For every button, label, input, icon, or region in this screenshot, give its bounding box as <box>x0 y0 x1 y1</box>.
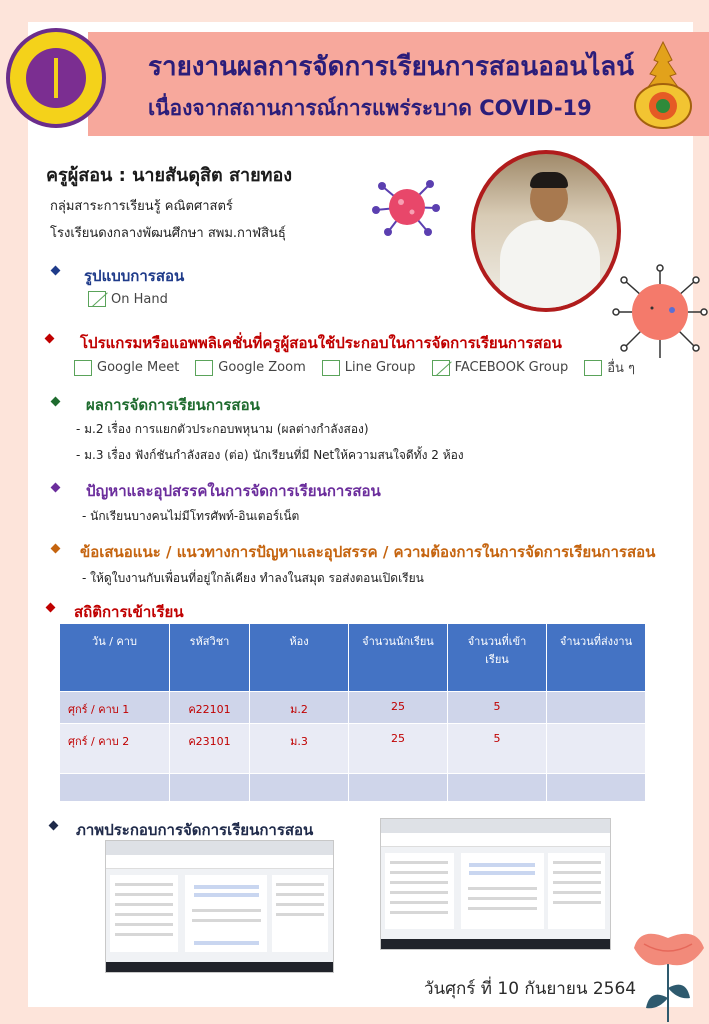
checkbox-facebook-group[interactable] <box>432 360 450 376</box>
flower-icon <box>628 918 708 1024</box>
checkbox-other[interactable] <box>584 360 602 376</box>
table-header-cell: จำนวนนักเรียน <box>349 624 448 692</box>
facebook-group-screenshot <box>380 818 611 950</box>
table-row <box>60 774 646 802</box>
table-cell: ค23101 <box>170 724 250 774</box>
table-header-cell: วัน / คาบ <box>60 624 170 692</box>
attendance-table <box>59 623 646 802</box>
teacher-photo <box>471 150 621 312</box>
virus-icon <box>612 264 708 360</box>
option-label: On Hand <box>111 291 168 307</box>
suggestions-line: - ให้ดูใบงานกับเพื่อนที่อยู่ใกล้เคียง ทำลงในสมุด รอส่งตอนเปิดเรียน <box>82 571 424 585</box>
teaching-mode-heading: รูปแบบการสอน <box>84 267 185 285</box>
option-google-zoom[interactable] <box>195 360 305 376</box>
option-label: Google Zoom <box>218 360 306 375</box>
problems-line: - นักเรียนบางคนไม่มีโทรศัพท์-อินเตอร์เน็ต <box>82 509 300 523</box>
table-cell <box>547 724 646 774</box>
option-label: FACEBOOK Group <box>454 360 569 375</box>
suggestions-heading: ข้อเสนอแนะ / แนวทางการปัญหาและอุปสรรค / ความต้องการในการจัดการเรียนการสอน <box>80 543 656 561</box>
table-cell: ศุกร์ / คาบ 1 <box>60 692 170 724</box>
option-facebook-group[interactable] <box>432 360 569 376</box>
results-line: - ม.2 เรื่อง การแยกตัวประกอบพหุนาม (ผลต่างกำลังสอง) <box>76 422 369 436</box>
table-cell <box>547 774 646 802</box>
table-cell <box>60 774 170 802</box>
illustrations-heading: ภาพประกอบการจัดการเรียนการสอน <box>76 821 314 839</box>
option-google-meet[interactable] <box>74 360 179 376</box>
checkbox-google-meet[interactable] <box>74 360 92 376</box>
page-subtitle: เนื่องจากสถานการณ์การแพร่ระบาด COVID-19 <box>148 96 592 120</box>
table-header-row <box>60 624 646 692</box>
table-cell: 5 <box>448 724 547 774</box>
attendance-heading: สถิติการเข้าเรียน <box>74 603 184 621</box>
school-name: โรงเรียนดงกลางพัฒนศึกษา สพม.กาฬสินธุ์ <box>50 226 286 241</box>
teaching-mode-options <box>88 291 184 307</box>
table-header-cell: จำนวนที่ส่งงาน <box>547 624 646 692</box>
virus-icon <box>372 176 442 238</box>
table-cell: ม.2 <box>250 692 349 724</box>
table-header-cell: รหัสวิชา <box>170 624 250 692</box>
table-row <box>60 692 646 724</box>
checkbox-google-zoom[interactable] <box>195 360 213 376</box>
teacher-name: ครูผู้สอน : นายสันดุสิต สายทอง <box>46 165 293 186</box>
option-line-group[interactable] <box>322 360 416 376</box>
table-header-cell: จำนวนที่เข้าเรียน <box>448 624 547 692</box>
option-label: Line Group <box>344 360 416 375</box>
table-cell <box>448 774 547 802</box>
table-cell: 25 <box>349 692 448 724</box>
programs-options <box>74 357 635 378</box>
table-cell <box>250 774 349 802</box>
table-cell: ศุกร์ / คาบ 2 <box>60 724 170 774</box>
page-title: รายงานผลการจัดการเรียนการสอนออนไลน์ <box>148 52 634 82</box>
school-emblem-icon <box>6 28 106 128</box>
results-heading: ผลการจัดการเรียนการสอน <box>86 396 260 414</box>
programs-heading: โปรแกรมหรือแอพพลิเคชั่นที่ครูผู้สอนใช้ประกอบในการจัดการเรียนการสอน <box>80 334 562 352</box>
option-other[interactable] <box>584 357 635 378</box>
table-cell: 5 <box>448 692 547 724</box>
option-label: อื่น ๆ <box>607 361 636 376</box>
facebook-group-screenshot <box>105 840 334 973</box>
table-cell: ค22101 <box>170 692 250 724</box>
department: กลุ่มสาระการเรียนรู้ คณิตศาสตร์ <box>50 199 233 214</box>
problems-heading: ปัญหาและอุปสรรคในการจัดการเรียนการสอน <box>86 482 381 500</box>
checkbox-on-hand[interactable] <box>88 291 106 307</box>
obec-emblem-icon <box>628 40 698 132</box>
results-line: - ม.3 เรื่อง ฟังก์ชันกำลังสอง (ต่อ) นักเรียนที่มี Netให้ความสนใจดีทั้ง 2 ห้อง <box>76 448 464 462</box>
checkbox-line-group[interactable] <box>322 360 340 376</box>
table-cell <box>349 774 448 802</box>
table-row <box>60 724 646 774</box>
option-label: Google Meet <box>97 360 180 375</box>
table-cell <box>547 692 646 724</box>
option-on-hand[interactable] <box>88 291 168 307</box>
table-header-cell: ห้อง <box>250 624 349 692</box>
report-date: วันศุกร์ ที่ 10 กันยายน 2564 <box>424 979 637 999</box>
table-cell: ม.3 <box>250 724 349 774</box>
table-cell: 25 <box>349 724 448 774</box>
table-cell <box>170 774 250 802</box>
